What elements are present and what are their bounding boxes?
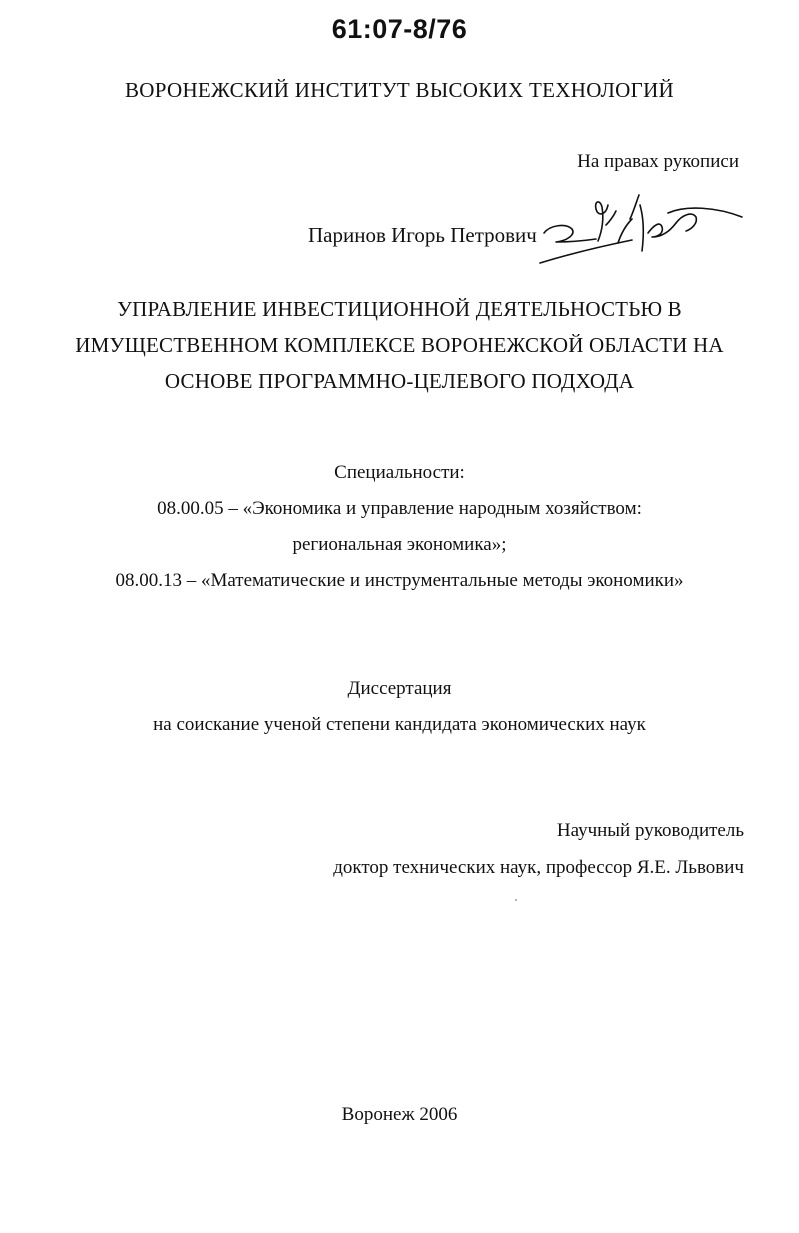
author-signature	[536, 185, 746, 270]
rights-note: На правах рукописи	[577, 151, 739, 172]
title-line-3: ОСНОВЕ ПРОГРАММНО-ЦЕЛЕВОГО ПОДХОДА	[164, 369, 635, 393]
specialty-2: 08.00.13 – «Математические и инструментальные методы экономики»	[115, 570, 684, 591]
dissertation-type: Диссертация	[347, 678, 452, 699]
degree-description: на соискание ученой степени кандидата экономических наук	[153, 714, 646, 735]
institute-name: ВОРОНЕЖСКИЙ ИНСТИТУТ ВЫСОКИХ ТЕХНОЛОГИЙ	[124, 78, 675, 102]
city-year: Воронеж 2006	[341, 1104, 458, 1125]
scan-speck	[515, 899, 517, 901]
supervisor-label: Научный руководитель	[556, 820, 744, 841]
specialties-heading: Специальности:	[334, 462, 465, 483]
author-name: Паринов Игорь Петрович	[308, 223, 537, 247]
title-line-2: ИМУЩЕСТВЕННОМ КОМПЛЕКСЕ ВОРОНЕЖСКОЙ ОБЛАСТИ НА	[75, 333, 724, 357]
catalog-number: 61:07-8/76	[331, 14, 468, 44]
specialty-1: 08.00.05 – «Экономика и управление народным хозяйством:	[157, 498, 642, 519]
supervisor-name: доктор технических наук, профессор Я.Е. Львович	[333, 857, 744, 878]
specialty-1-continued: региональная экономика»;	[292, 534, 507, 555]
title-line-1: УПРАВЛЕНИЕ ИНВЕСТИЦИОННОЙ ДЕЯТЕЛЬНОСТЬЮ В	[117, 297, 682, 321]
